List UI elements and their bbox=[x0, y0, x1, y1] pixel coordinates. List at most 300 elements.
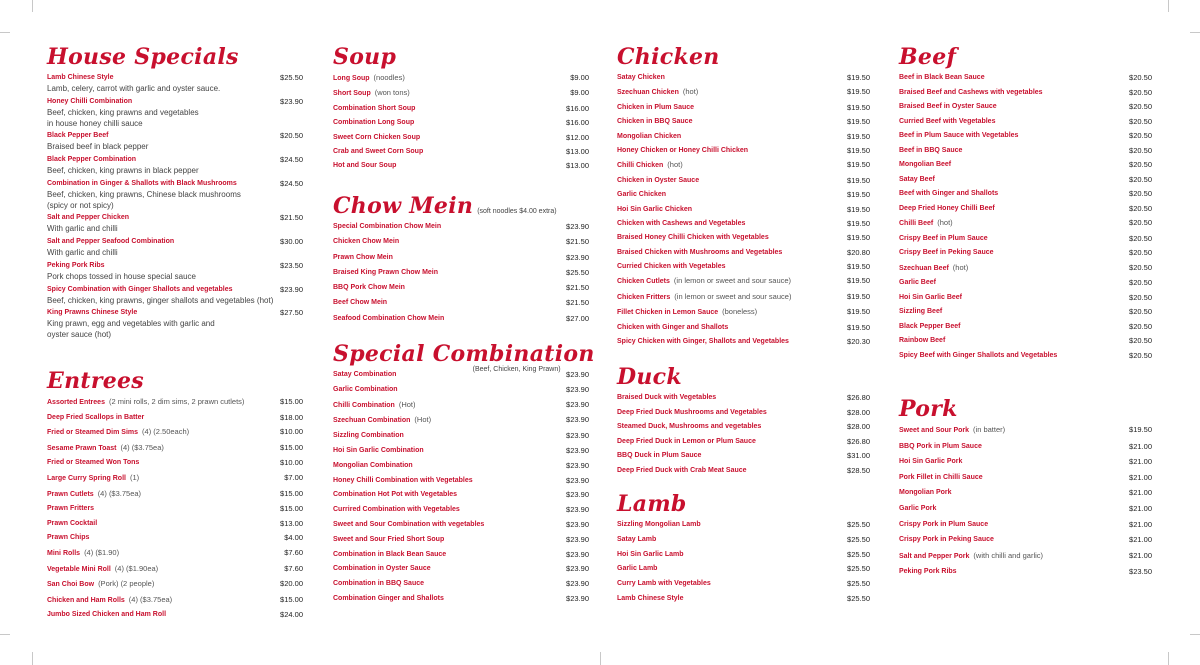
menu-item-note: (Pork) (2 people) bbox=[98, 579, 155, 589]
menu-item bbox=[617, 275, 870, 287]
menu-item bbox=[47, 154, 303, 165]
menu-item-name bbox=[899, 174, 935, 185]
menu-item bbox=[617, 218, 870, 229]
menu-item-name bbox=[47, 609, 166, 620]
menu-item bbox=[899, 321, 1152, 332]
menu-item-name-text: Vegetable Mini Roll bbox=[47, 565, 111, 573]
menu-item-name bbox=[617, 102, 694, 113]
menu-item bbox=[333, 549, 589, 560]
section-beef bbox=[899, 44, 1152, 364]
menu-item-note: (4) ($1.90) bbox=[84, 547, 120, 557]
menu-item-note: (in batter) bbox=[973, 425, 1006, 434]
menu-item-price: $19.50 bbox=[847, 160, 870, 170]
menu-item-name bbox=[617, 306, 757, 318]
menu-item-name-text: Braised Beef in Oyster Sauce bbox=[899, 103, 997, 110]
menu-item bbox=[333, 593, 589, 604]
menu-item-name-text: BBQ Pork Chow Mein bbox=[333, 284, 405, 292]
menu-item bbox=[617, 563, 870, 574]
menu-item-price: $23.90 bbox=[566, 445, 589, 455]
menu-item-description: Beef, chicken, king prawns, ginger shallots and vegetables (hot) bbox=[47, 295, 274, 305]
menu-item-note: (2 mini rolls, 2 dim sims, 2 prawn cutlets) bbox=[108, 397, 245, 406]
menu-item bbox=[617, 291, 870, 303]
menu-item bbox=[617, 175, 870, 186]
menu-item-name-text: Combination Hot Pot with Vegetables bbox=[333, 491, 458, 499]
menu-item bbox=[899, 292, 1152, 303]
menu-item bbox=[47, 396, 303, 408]
menu-item bbox=[899, 203, 1152, 214]
menu-item bbox=[333, 236, 589, 247]
section-title: Entrees bbox=[47, 368, 144, 394]
menu-item-name-text: Braised Honey Chilli Chicken with Vegetables bbox=[617, 234, 769, 242]
menu-item-name-text: Satay Lamb bbox=[617, 535, 657, 543]
menu-item-name-text: Steamed Duck, Mushrooms and vegetables bbox=[617, 423, 762, 431]
menu-item bbox=[333, 160, 589, 171]
menu-item-name bbox=[617, 291, 791, 303]
menu-item-name-text: Deep Fried Scallops in Batter bbox=[47, 413, 145, 421]
crop-mark bbox=[1190, 634, 1200, 635]
menu-item-name bbox=[47, 72, 114, 83]
section-soup bbox=[333, 44, 589, 175]
menu-item-name bbox=[617, 421, 761, 432]
menu-item-name bbox=[333, 549, 446, 560]
menu-item bbox=[617, 189, 870, 200]
menu-item-name-text: Sweet and Sour Fried Short Soup bbox=[333, 535, 445, 543]
menu-item-price: $19.50 bbox=[847, 145, 870, 155]
menu-item-note: (4) (2.50each) bbox=[142, 427, 190, 437]
menu-item bbox=[333, 267, 589, 278]
crop-mark bbox=[1168, 0, 1169, 12]
menu-item-price: $20.50 bbox=[1129, 218, 1152, 227]
menu-item-price: $18.00 bbox=[280, 412, 303, 422]
menu-item-price: $19.50 bbox=[847, 102, 870, 112]
menu-item-name bbox=[333, 132, 420, 143]
menu-item-name-text: Braised Chicken with Mushrooms and Vegetables bbox=[617, 248, 783, 256]
menu-item bbox=[899, 116, 1152, 127]
menu-item-name bbox=[47, 472, 139, 484]
menu-item-name bbox=[899, 335, 945, 346]
crop-mark bbox=[32, 0, 33, 12]
menu-item-name bbox=[47, 154, 136, 165]
menu-item bbox=[47, 563, 303, 575]
menu-item-name-text: Satay Chicken bbox=[617, 74, 665, 81]
menu-item-name-text: Satay Beef bbox=[899, 175, 935, 183]
crop-mark bbox=[600, 652, 601, 665]
menu-item-description: oyster sauce (hot) bbox=[47, 330, 112, 340]
menu-item bbox=[47, 96, 303, 107]
crop-mark bbox=[0, 634, 10, 635]
menu-item bbox=[899, 188, 1152, 199]
menu-item-price: $28.00 bbox=[847, 407, 870, 417]
menu-item-name-text: Combination Short Soup bbox=[333, 104, 416, 112]
menu-item-name-text: Salt and Pepper Seafood Combination bbox=[47, 238, 175, 246]
menu-item bbox=[333, 72, 589, 84]
menu-item-name bbox=[617, 465, 747, 476]
menu-item-price: $19.50 bbox=[847, 276, 870, 286]
menu-item-name-text: Spicy Beef with Ginger Shallots and Vegetables bbox=[899, 351, 1058, 359]
menu-item-note: (hot) bbox=[667, 160, 683, 170]
menu-item bbox=[47, 178, 303, 189]
menu-item-name bbox=[47, 178, 237, 189]
menu-item-price: $20.50 bbox=[1129, 131, 1152, 140]
menu-items bbox=[617, 72, 870, 347]
menu-item-name bbox=[899, 306, 942, 317]
menu-item bbox=[617, 519, 870, 530]
menu-item-name-text: Mongolian Combination bbox=[333, 461, 413, 469]
menu-item-name-text: Fried or Steamed Won Tons bbox=[47, 459, 140, 467]
menu-item-price: $23.90 bbox=[566, 534, 589, 544]
menu-item bbox=[47, 578, 303, 590]
menu-item bbox=[333, 384, 589, 395]
menu-item-price: $27.00 bbox=[566, 313, 589, 323]
menu-item bbox=[617, 72, 870, 83]
menu-item-name bbox=[333, 160, 396, 171]
menu-item-price: $25.50 bbox=[847, 520, 870, 529]
menu-item-price: $19.50 bbox=[847, 131, 870, 141]
menu-item bbox=[333, 504, 589, 515]
crop-mark bbox=[1190, 32, 1200, 33]
menu-item-name bbox=[617, 593, 684, 604]
menu-item bbox=[617, 131, 870, 142]
menu-item-price: $25.50 bbox=[847, 564, 870, 574]
menu-item bbox=[47, 594, 303, 606]
menu-item-name-text: Hoi Sin Garlic Lamb bbox=[617, 550, 684, 558]
menu-item bbox=[899, 519, 1152, 530]
menu-item-name bbox=[617, 218, 745, 229]
menu-item-name-text: Mongolian Chicken bbox=[617, 132, 682, 140]
menu-item-name-text: Curried Chicken with Vegetables bbox=[617, 263, 726, 271]
menu-item-price: $19.50 bbox=[847, 175, 870, 185]
section-duck bbox=[617, 364, 870, 480]
menu-item-name-text: Prawn Cutlets bbox=[47, 490, 94, 498]
menu-item-name-text: Hoi Sin Garlic Chicken bbox=[617, 205, 693, 213]
menu-item-name bbox=[617, 261, 726, 272]
menu-item-name bbox=[333, 252, 393, 263]
menu-item-price: $13.00 bbox=[566, 161, 589, 171]
menu-item-note: (boneless) bbox=[722, 307, 758, 317]
menu-item-name-text: Spicy Combination with Ginger Shallots and vegetables bbox=[47, 285, 233, 293]
menu-item bbox=[47, 457, 303, 468]
menu-item-name bbox=[47, 130, 108, 141]
section-pork bbox=[899, 396, 1152, 582]
menu-item-name bbox=[333, 489, 457, 500]
menu-item-price: $20.50 bbox=[1129, 189, 1152, 198]
menu-item-name-text: Honey Chilli Combination with Vegetables bbox=[333, 476, 473, 484]
menu-item-name bbox=[333, 414, 431, 426]
menu-item-price: $19.50 bbox=[847, 87, 870, 97]
menu-item-name-text: Combination in BBQ Sauce bbox=[333, 580, 425, 588]
menu-item-name-text: Prawn Chow Mein bbox=[333, 253, 393, 261]
menu-item-description: Pork chops tossed in house special sauce bbox=[47, 271, 196, 281]
menu-items bbox=[47, 396, 303, 620]
menu-item-name-text: Short Soup bbox=[333, 90, 371, 98]
menu-item bbox=[899, 350, 1152, 361]
menu-item-name bbox=[47, 412, 144, 423]
menu-item-name-text: Sesame Prawn Toast bbox=[47, 444, 117, 452]
menu-item-name-text: Deep Fried Duck Mushrooms and Vegetables bbox=[617, 408, 767, 416]
menu-item-price: $23.90 bbox=[566, 579, 589, 589]
menu-item-note: (1) bbox=[129, 472, 140, 482]
menu-item-price: $19.50 bbox=[1129, 425, 1152, 434]
menu-item bbox=[333, 399, 589, 411]
menu-item-name bbox=[899, 159, 951, 170]
menu-item bbox=[899, 277, 1152, 288]
menu-item-name bbox=[899, 321, 960, 332]
menu-item-name bbox=[617, 204, 692, 215]
menu-item bbox=[333, 252, 589, 263]
menu-item-price: $10.00 bbox=[280, 458, 303, 468]
menu-item-price: $21.00 bbox=[1129, 535, 1152, 545]
menu-item bbox=[333, 87, 589, 99]
menu-item-name bbox=[899, 534, 994, 545]
menu-item-name bbox=[899, 262, 968, 274]
menu-item-name-text: Chilli Beef bbox=[899, 220, 934, 227]
menu-item-name-text: Spicy Chicken with Ginger, Shallots and Vegetables bbox=[617, 338, 789, 346]
menu-item-name bbox=[617, 116, 692, 127]
menu-item-name bbox=[617, 131, 681, 142]
menu-item-price: $19.50 bbox=[847, 117, 870, 127]
menu-item-price: $20.50 bbox=[1129, 278, 1152, 287]
menu-item-name-text: Peking Pork Ribs bbox=[899, 568, 957, 576]
menu-item-name bbox=[333, 519, 484, 530]
menu-item-note: (4) ($3.75ea) bbox=[128, 594, 173, 604]
menu-item-price: $20.50 bbox=[1129, 160, 1152, 169]
menu-item bbox=[899, 72, 1152, 83]
menu-item-name bbox=[333, 236, 399, 247]
menu-item-name bbox=[899, 203, 995, 214]
menu-item bbox=[899, 566, 1152, 577]
menu-item-price: $23.90 bbox=[566, 415, 589, 425]
menu-item-name bbox=[47, 503, 94, 514]
menu-item bbox=[333, 146, 589, 157]
menu-item-name-text: San Choi Bow bbox=[47, 581, 95, 589]
menu-item-name bbox=[899, 101, 997, 112]
menu-item-price: $21.00 bbox=[1129, 457, 1152, 467]
menu-item-price: $25.50 bbox=[847, 549, 870, 559]
menu-item-price: $19.50 bbox=[847, 218, 870, 228]
menu-item-price: $25.50 bbox=[847, 579, 870, 589]
menu-item-name bbox=[333, 399, 416, 411]
menu-item-price: $20.80 bbox=[847, 247, 870, 257]
menu-item-name-text: King Prawns Chinese Style bbox=[47, 309, 138, 317]
menu-item-note: (won tons) bbox=[374, 88, 410, 98]
menu-item-note: (in lemon or sweet and sour sauce) bbox=[673, 276, 792, 286]
menu-item bbox=[333, 445, 589, 456]
crop-mark bbox=[32, 652, 33, 665]
menu-item-name-text: Garlic Pork bbox=[899, 504, 937, 512]
menu-item-price: $19.50 bbox=[847, 190, 870, 200]
menu-item-name-text: Hoi Sin Garlic Pork bbox=[899, 458, 963, 466]
menu-item-name-text: Black Pepper Combination bbox=[47, 156, 137, 164]
menu-item-name-text: Salt and Pepper Chicken bbox=[47, 214, 130, 222]
menu-item-name bbox=[617, 159, 683, 171]
menu-item-name bbox=[899, 472, 983, 483]
menu-item-price: $21.50 bbox=[566, 298, 589, 308]
menu-item-name-text: Chicken with Cashews and Vegetables bbox=[617, 219, 746, 227]
menu-item bbox=[47, 260, 303, 271]
menu-item bbox=[333, 132, 589, 143]
menu-item-name bbox=[899, 550, 1043, 562]
menu-item-price: $23.90 bbox=[566, 549, 589, 559]
menu-item-name-text: Satay Combination bbox=[333, 371, 397, 378]
menu-item bbox=[47, 72, 303, 83]
menu-item-note: (hot) bbox=[937, 218, 953, 227]
menu-items bbox=[899, 424, 1152, 577]
menu-item-price: $19.50 bbox=[847, 291, 870, 301]
menu-item-name-text: Braised Beef and Cashews with vegetables bbox=[899, 88, 1043, 96]
menu-item-name bbox=[333, 384, 398, 395]
menu-item-name bbox=[899, 487, 952, 498]
menu-item-name-text: Beef with Ginger and Shallots bbox=[899, 190, 999, 197]
menu-item bbox=[333, 534, 589, 545]
menu-item bbox=[333, 117, 589, 128]
menu-item-name bbox=[333, 445, 424, 456]
menu-item-name-text: Crispy Pork in Plum Sauce bbox=[899, 520, 989, 528]
menu-item-price: $20.50 bbox=[1129, 307, 1152, 316]
menu-item-price: $20.50 bbox=[1129, 233, 1152, 243]
menu-item-name-text: Fried or Steamed Dim Sims bbox=[47, 429, 139, 437]
menu-item-name bbox=[899, 188, 998, 199]
menu-item-price: $20.50 bbox=[1129, 262, 1152, 272]
menu-item-name bbox=[333, 87, 410, 99]
menu-item bbox=[47, 212, 303, 223]
menu-item bbox=[47, 488, 303, 500]
menu-item bbox=[899, 247, 1152, 258]
menu-item-name bbox=[47, 396, 244, 408]
menu-item-name-text: Beef in BBQ Sauce bbox=[899, 146, 963, 154]
menu-items bbox=[333, 221, 589, 324]
menu-item-price: $15.00 bbox=[280, 504, 303, 514]
menu-item-name bbox=[617, 436, 756, 447]
menu-item-name bbox=[617, 578, 711, 589]
menu-item-note: (noodles) bbox=[373, 73, 405, 82]
menu-item-name-text: Braised Duck with Vegetables bbox=[617, 394, 717, 401]
menu-item-name-text: Jumbo Sized Chicken and Ham Roll bbox=[47, 611, 167, 619]
menu-item bbox=[899, 534, 1152, 545]
menu-item-name bbox=[333, 475, 473, 486]
menu-item-name bbox=[333, 72, 405, 84]
menu-item-price: $24.50 bbox=[280, 178, 303, 188]
menu-items bbox=[333, 72, 589, 171]
menu-item-price: $20.50 bbox=[1129, 350, 1152, 360]
menu-item-note: (with chilli and garlic) bbox=[973, 550, 1044, 560]
menu-item-name-text: Hoi Sin Garlic Combination bbox=[333, 446, 424, 454]
menu-item bbox=[333, 430, 589, 441]
menu-item-price: $19.50 bbox=[847, 307, 870, 317]
menu-item-price: $15.00 bbox=[280, 442, 303, 452]
menu-item-name bbox=[333, 282, 405, 293]
menu-item bbox=[333, 221, 589, 232]
menu-item bbox=[899, 145, 1152, 156]
menu-item-name-text: Assorted Entrees bbox=[47, 399, 105, 406]
section-title: Special Combination bbox=[333, 341, 595, 367]
menu-item-name bbox=[333, 267, 438, 278]
menu-item-name bbox=[899, 350, 1057, 361]
menu-item-price: $24.00 bbox=[280, 610, 303, 620]
menu-item-name-text: Beef Chow Mein bbox=[333, 299, 388, 307]
menu-item-name bbox=[47, 518, 97, 529]
menu-item bbox=[47, 547, 303, 559]
menu-item-note: (4) ($3.75ea) bbox=[97, 488, 142, 498]
menu-item-name bbox=[617, 247, 782, 258]
menu-item-price: $7.00 bbox=[284, 472, 303, 482]
menu-item-price: $12.00 bbox=[566, 132, 589, 142]
menu-item-name bbox=[333, 146, 423, 157]
menu-item bbox=[899, 174, 1152, 185]
menu-item-name-text: Lamb Chinese Style bbox=[617, 594, 684, 602]
menu-item-name-text: Black Pepper Beef bbox=[47, 132, 109, 140]
menu-item-name-text: BBQ Duck in Plum Sauce bbox=[617, 452, 702, 460]
menu-item-name bbox=[617, 392, 716, 403]
menu-item-price: $27.50 bbox=[280, 308, 303, 318]
menu-item bbox=[899, 217, 1152, 229]
menu-item-price: $23.90 bbox=[280, 96, 303, 106]
menu-item-description: With garlic and chilli bbox=[47, 248, 118, 258]
menu-item-name bbox=[47, 284, 233, 295]
menu-item-price: $20.50 bbox=[280, 131, 303, 141]
menu-item-price: $21.50 bbox=[566, 283, 589, 293]
menu-item-name bbox=[47, 532, 89, 543]
menu-item-name bbox=[899, 519, 988, 530]
menu-item-name bbox=[617, 563, 657, 574]
crop-mark bbox=[1168, 652, 1169, 665]
menu-item-name bbox=[899, 145, 962, 156]
menu-item bbox=[899, 262, 1152, 274]
menu-item-price: $20.50 bbox=[1129, 102, 1152, 111]
menu-item-name-text: Beef in Plum Sauce with Vegetables bbox=[899, 132, 1019, 139]
menu-item-note: (Hot) bbox=[398, 399, 416, 409]
menu-item-price: $23.90 bbox=[566, 460, 589, 470]
menu-item-price: $21.00 bbox=[1129, 472, 1152, 482]
menu-item-name bbox=[617, 232, 769, 243]
menu-item-name bbox=[333, 578, 424, 589]
menu-item-name bbox=[47, 260, 105, 271]
menu-item-price: $21.00 bbox=[1129, 488, 1152, 498]
menu-item-name bbox=[617, 407, 767, 418]
menu-item-name-text: Chicken in Oyster Sauce bbox=[617, 176, 700, 184]
menu-item-price: $21.00 bbox=[1129, 503, 1152, 513]
menu-item-note: (in lemon or sweet and sour sauce) bbox=[674, 291, 792, 301]
menu-item-price: $23.90 bbox=[566, 490, 589, 500]
menu-item-name bbox=[617, 175, 699, 186]
menu-item-name-text: Sizzling Mongolian Lamb bbox=[617, 521, 701, 528]
menu-item bbox=[617, 593, 870, 604]
menu-item-name bbox=[899, 217, 953, 229]
menu-item-name bbox=[617, 534, 656, 545]
crop-mark bbox=[0, 32, 10, 33]
section-chicken bbox=[617, 44, 870, 350]
menu-item bbox=[617, 322, 870, 333]
menu-item-note: (4) ($3.75ea) bbox=[120, 442, 164, 452]
menu-item-price: $20.50 bbox=[1129, 336, 1152, 345]
menu-item bbox=[899, 335, 1152, 346]
menu-item-name-text: Crab and Sweet Corn Soup bbox=[333, 147, 424, 155]
menu-item bbox=[333, 489, 589, 500]
menu-item-name-text: Combination Long Soup bbox=[333, 119, 415, 127]
menu-item bbox=[333, 519, 589, 530]
menu-item-name-text: Chicken with Ginger and Shallots bbox=[617, 323, 729, 331]
menu-item-price: $23.90 bbox=[566, 475, 589, 485]
menu-item-name bbox=[47, 426, 189, 438]
menu-item bbox=[333, 460, 589, 471]
menu-item bbox=[899, 233, 1152, 244]
menu-item-price: $23.90 bbox=[280, 284, 303, 294]
menu-item-name bbox=[617, 86, 698, 98]
menu-item bbox=[617, 232, 870, 243]
menu-item-description: Braised beef in black pepper bbox=[47, 142, 149, 152]
menu-item-name-text: Combination in Ginger & Shallots with Black Mushrooms bbox=[47, 179, 237, 187]
menu-item-price: $19.50 bbox=[847, 322, 870, 332]
menu-item-note: (hot) bbox=[952, 262, 969, 272]
